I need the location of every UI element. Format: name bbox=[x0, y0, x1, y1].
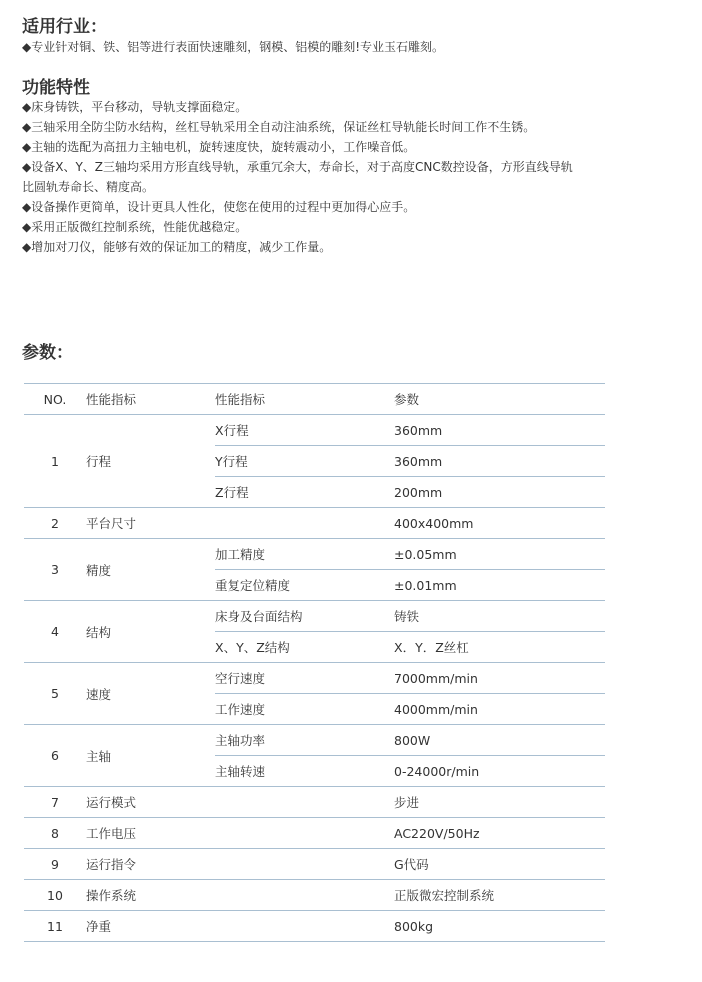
indicator-cell: 运行模式 bbox=[86, 787, 215, 818]
table-row bbox=[24, 725, 605, 756]
sub-indicator-cell bbox=[215, 911, 394, 942]
row-number: 9 bbox=[24, 849, 86, 880]
row-number: 5 bbox=[24, 663, 86, 725]
sub-indicator-cell: 重复定位精度 bbox=[215, 570, 394, 601]
table-row bbox=[24, 508, 605, 539]
sub-indicator-cell: 主轴转速 bbox=[215, 756, 394, 787]
industry-line: ◆专业针对铜、铁、铝等进行表面快速雕刻，钢模、铝模的雕刻!专业玉石雕刻。 bbox=[22, 40, 445, 54]
table-row bbox=[24, 601, 605, 632]
row-number: 8 bbox=[24, 818, 86, 849]
row-number: 2 bbox=[24, 508, 86, 539]
row-number: 10 bbox=[24, 880, 86, 911]
indicator-cell: 操作系统 bbox=[86, 880, 215, 911]
value-cell: 360mm bbox=[394, 446, 605, 477]
sub-indicator-cell bbox=[215, 880, 394, 911]
sub-indicator-cell: X、Y、Z结构 bbox=[215, 632, 394, 663]
features-title: 功能特性 bbox=[22, 78, 90, 98]
feature-line: ◆三轴采用全防尘防水结构，丝杠导轨采用全自动注油系统，保证丝杠导轨能长时间工作不生锈。 bbox=[22, 120, 536, 134]
params-table bbox=[24, 383, 605, 942]
value-cell: G代码 bbox=[394, 849, 605, 880]
indicator-cell: 精度 bbox=[86, 539, 215, 601]
feature-line: ◆采用正版微红控制系统，性能优越稳定。 bbox=[22, 220, 248, 234]
value-cell: 7000mm/min bbox=[394, 663, 605, 694]
indicator-cell: 主轴 bbox=[86, 725, 215, 787]
header-indicator: 性能指标 bbox=[86, 384, 215, 415]
value-cell: 800kg bbox=[394, 911, 605, 942]
indicator-cell: 速度 bbox=[86, 663, 215, 725]
value-cell: 800W bbox=[394, 725, 605, 756]
sub-indicator-cell: 空行速度 bbox=[215, 663, 394, 694]
sub-indicator-cell: 床身及台面结构 bbox=[215, 601, 394, 632]
header-sub-indicator: 性能指标 bbox=[215, 384, 394, 415]
value-cell: 正版微宏控制系统 bbox=[394, 880, 605, 911]
indicator-cell: 结构 bbox=[86, 601, 215, 663]
row-number: 4 bbox=[24, 601, 86, 663]
row-number: 6 bbox=[24, 725, 86, 787]
table-row bbox=[24, 787, 605, 818]
table-row bbox=[24, 818, 605, 849]
value-cell: 360mm bbox=[394, 415, 605, 446]
table-row bbox=[24, 849, 605, 880]
value-cell: 400x400mm bbox=[394, 508, 605, 539]
feature-line: ◆床身铸铁，平台移动，导轨支撑面稳定。 bbox=[22, 100, 248, 114]
indicator-cell: 净重 bbox=[86, 911, 215, 942]
value-cell: 铸铁 bbox=[394, 601, 605, 632]
sub-indicator-cell bbox=[215, 818, 394, 849]
indicator-cell: 工作电压 bbox=[86, 818, 215, 849]
header-value: 参数 bbox=[394, 384, 605, 415]
feature-line: ◆增加对刀仪，能够有效的保证加工的精度，减少工作量。 bbox=[22, 240, 332, 254]
feature-line: ◆主轴的选配为高扭力主轴电机，旋转速度快，旋转震动小，工作噪音低。 bbox=[22, 140, 416, 154]
feature-line: ◆设备操作更简单，设计更具人性化，使您在使用的过程中更加得心应手。 bbox=[22, 200, 416, 214]
sub-indicator-cell: Z行程 bbox=[215, 477, 394, 508]
sub-indicator-cell: 工作速度 bbox=[215, 694, 394, 725]
value-cell: 4000mm/min bbox=[394, 694, 605, 725]
table-row bbox=[24, 880, 605, 911]
indicator-cell: 运行指令 bbox=[86, 849, 215, 880]
header-no: NO. bbox=[24, 384, 86, 415]
sub-indicator-cell: 主轴功率 bbox=[215, 725, 394, 756]
value-cell: ±0.01mm bbox=[394, 570, 605, 601]
value-cell: 0-24000r/min bbox=[394, 756, 605, 787]
params-table-body bbox=[24, 384, 605, 942]
table-header-row bbox=[24, 384, 605, 415]
table-row bbox=[24, 911, 605, 942]
row-number: 7 bbox=[24, 787, 86, 818]
feature-line: 比圆轨寿命长、精度高。 bbox=[22, 180, 155, 194]
indicator-cell: 平台尺寸 bbox=[86, 508, 215, 539]
row-number: 11 bbox=[24, 911, 86, 942]
sub-indicator-cell: X行程 bbox=[215, 415, 394, 446]
table-row bbox=[24, 539, 605, 570]
indicator-cell: 行程 bbox=[86, 415, 215, 508]
value-cell: X．Y．Z丝杠 bbox=[394, 632, 605, 663]
table-row bbox=[24, 663, 605, 694]
value-cell: AC220V/50Hz bbox=[394, 818, 605, 849]
row-number: 1 bbox=[24, 415, 86, 508]
sub-indicator-cell bbox=[215, 787, 394, 818]
sub-indicator-cell bbox=[215, 849, 394, 880]
table-row bbox=[24, 415, 605, 446]
value-cell: ±0.05mm bbox=[394, 539, 605, 570]
sub-indicator-cell: Y行程 bbox=[215, 446, 394, 477]
row-number: 3 bbox=[24, 539, 86, 601]
sub-indicator-cell: 加工精度 bbox=[215, 539, 394, 570]
params-title: 参数： bbox=[22, 343, 73, 363]
value-cell: 200mm bbox=[394, 477, 605, 508]
value-cell: 步进 bbox=[394, 787, 605, 818]
feature-line: ◆设备X、Y、Z三轴均采用方形直线导轨，承重冗余大，寿命长，对于高度CNC数控设备，方形直线导轨 bbox=[22, 160, 573, 174]
industry-title: 适用行业： bbox=[22, 17, 107, 37]
sub-indicator-cell bbox=[215, 508, 394, 539]
